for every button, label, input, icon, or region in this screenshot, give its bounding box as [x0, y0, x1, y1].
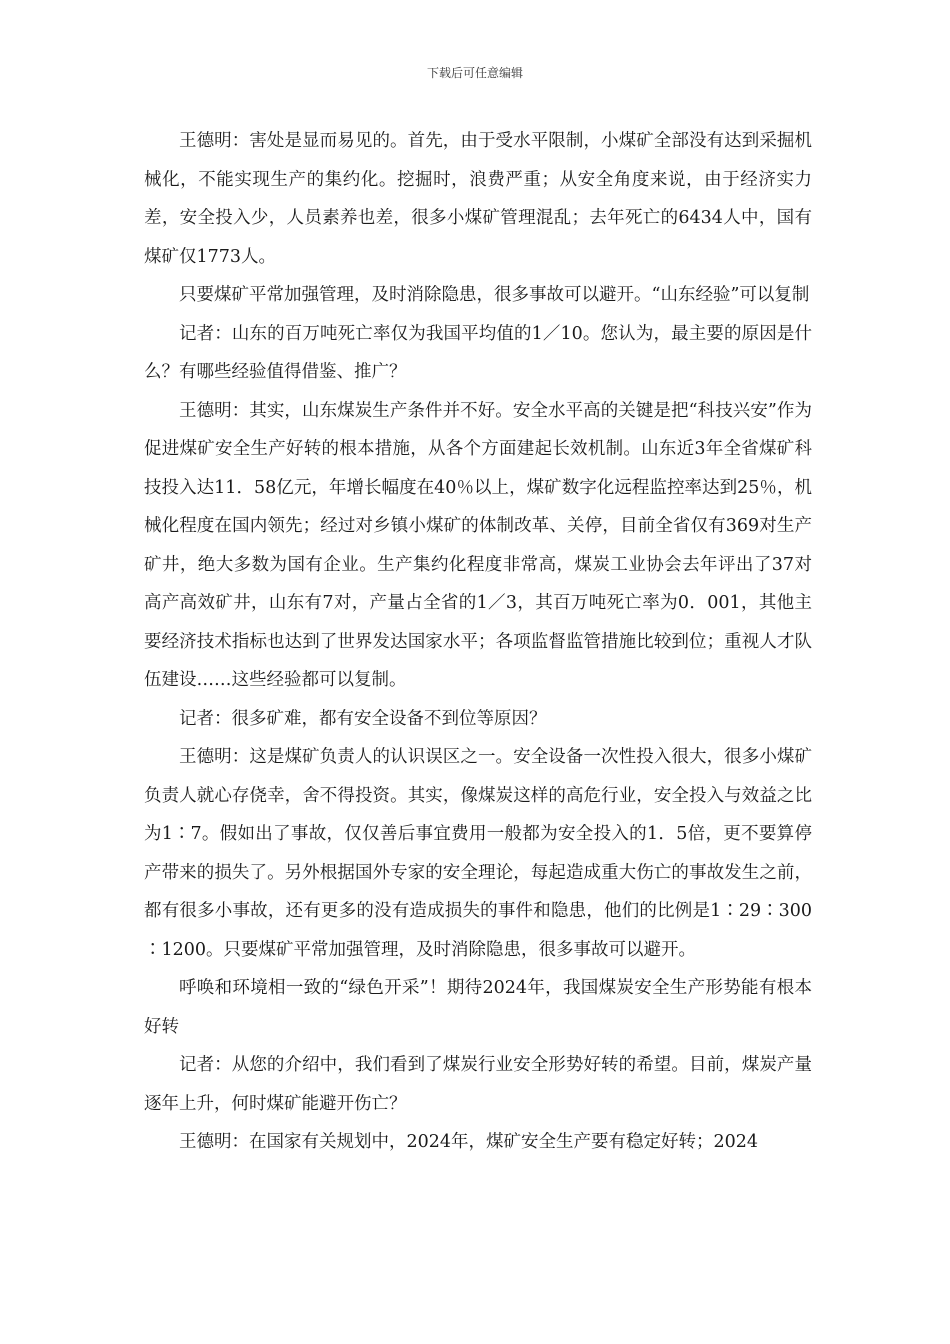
paragraph: 王德明：其实，山东煤炭生产条件并不好。安全水平高的关键是把“科技兴安”作为促进煤矿安全生产好转的根本措施，从各个方面建起长效机制。山东近3年全省煤矿科技投入达11．58亿元，年增长幅度在40％以上，煤矿数字化远程监控率达到25％，机械化程度在国内领先；经过对乡镇小煤矿的体制改革、关停，目前全省仅有369对生产矿井，绝大多数为国有企业。生产集约化程度非常高，煤炭工业协会去年评出了37对高产高效矿井，山东有7对，产量占全省的1／3，其百万吨死亡率为0．001，其他主要经济技术指标也达到了世界发达国家水平；各项监督监管措施比较到位；重视人才队伍建设……这些经验都可以复制。: [144, 400, 812, 690]
paragraph: 王德明：害处是显而易见的。首先，由于受水平限制，小煤矿全部没有达到采掘机械化，不能实现生产的集约化。挖掘时，浪费严重；从安全角度来说，由于经济实力差，安全投入少，人员素养也差，很多小煤矿管理混乱；去年死亡的6434人中，国有煤矿仅1773人。: [144, 131, 812, 267]
paragraph: 记者：很多矿难，都有安全设备不到位等原因？: [179, 708, 547, 729]
paragraph: 王德明：在国家有关规划中，2024年，煤矿安全生产要有稳定好转；2024: [179, 1132, 759, 1152]
paragraph: 记者：山东的百万吨死亡率仅为我国平均值的1／10。您认为，最主要的原因是什么？有哪些经验值得借鉴、推广？: [144, 323, 812, 382]
section-heading: 只要煤矿平常加强管理，及时消除隐患，很多事故可以避开。“山东经验”可以复制: [179, 285, 810, 305]
page-header: 下载后可任意编辑: [426, 66, 523, 80]
document-body: [144, 122, 812, 1162]
section-heading: 呼唤和环境相一致的“绿色开采”！期待2024年，我国煤炭安全生产形势能有根本好转: [144, 978, 812, 1037]
paragraph: 王德明：这是煤矿负责人的认识误区之一。安全设备一次性投入很大，很多小煤矿负责人就心存侥幸，舍不得投资。其实，像煤炭这样的高危行业，安全投入与效益之比为1∶7。假如出了事故，仅仅善后事宜费用一般都为安全投入的1．5倍，更不要算停产带来的损失了。另外根据国外专家的安全理论，每起造成重大伤亡的事故发生之前，都有很多小事故，还有更多的没有造成损失的事件和隐患，他们的比例是1∶29∶300∶1200。只要煤矿平常加强管理，及时消除隐患，很多事故可以避开。: [144, 747, 812, 960]
paragraph: 记者：从您的介绍中，我们看到了煤炭行业安全形势好转的希望。目前，煤炭产量逐年上升，何时煤矿能避开伤亡？: [144, 1055, 812, 1114]
